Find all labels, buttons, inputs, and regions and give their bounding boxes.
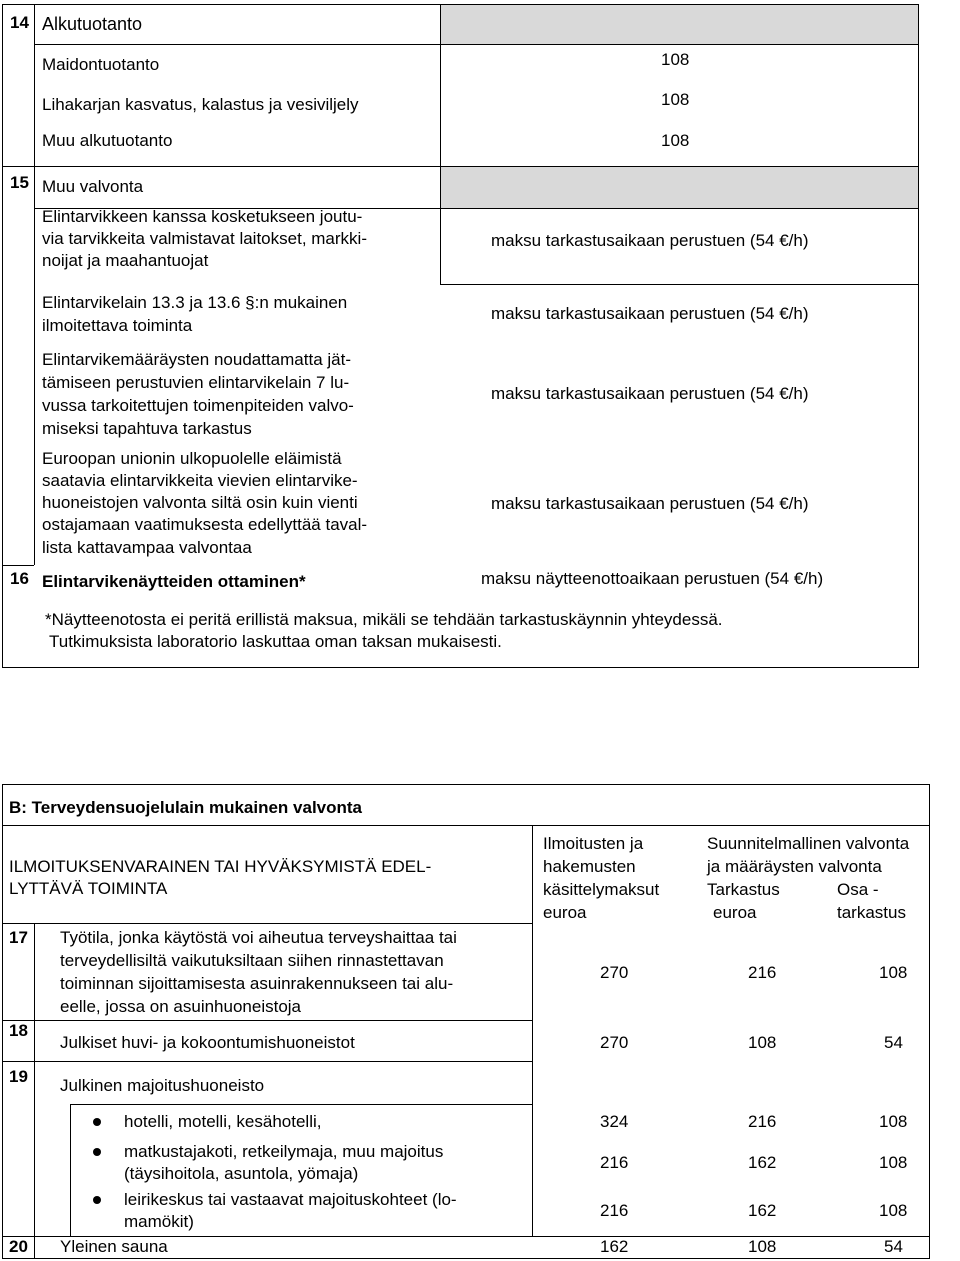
- subrow-v3: 108: [879, 1201, 908, 1220]
- subrow-v2: 216: [748, 1112, 777, 1131]
- section-15-number: 15: [10, 173, 29, 192]
- section-14-number: 14: [10, 13, 29, 32]
- header-shade-15: [440, 166, 918, 208]
- s14-row-label: Muu alkutuotanto: [42, 131, 173, 150]
- header-shade-14: [440, 4, 918, 44]
- row-17-v2: 216: [748, 963, 777, 982]
- row-19-number: 19: [9, 1067, 28, 1086]
- row-17-line: Työtila, jonka käytöstä voi aiheutua terveyshaittaa tai: [60, 928, 457, 947]
- row-19-label: Julkinen majoitushuoneisto: [60, 1076, 265, 1095]
- col2a-header: Tarkastus: [707, 880, 780, 899]
- s15-item-line: via tarvikkeita valmistavat laitokset, markki-: [42, 229, 367, 248]
- subtitle-line: LYTTÄVÄ TOIMINTA: [9, 879, 168, 898]
- subrow-label: mamökit): [124, 1212, 194, 1231]
- bullet-icon: [93, 1148, 101, 1156]
- s15-item-line: noijat ja maahantuojat: [42, 251, 209, 270]
- row-20-v2: 108: [748, 1237, 777, 1256]
- subrow-v1: 216: [600, 1201, 629, 1220]
- col2b-header: tarkastus: [837, 903, 906, 922]
- s16-fee: maksu näytteenottoaikaan perustuen (54 €/h): [481, 569, 824, 588]
- subrow-label: (täysihoitola, asuntola, yömaja): [124, 1164, 359, 1183]
- s14-row-value: 108: [661, 90, 690, 109]
- row-17-number: 17: [9, 928, 28, 947]
- col2-header: Suunnitelmallinen valvonta: [707, 834, 910, 853]
- s14-row-value: 108: [661, 50, 690, 69]
- bullet-icon: [93, 1196, 101, 1204]
- subrow-v2: 162: [748, 1201, 777, 1220]
- section-b-title: B: Terveydensuojelulain mukainen valvonta: [9, 798, 363, 817]
- row-17-v3: 108: [879, 963, 908, 982]
- subrow-v3: 108: [879, 1153, 908, 1172]
- row-18-v3: 54: [884, 1033, 903, 1052]
- subtitle-line: ILMOITUKSENVARAINEN TAI HYVÄKSYMISTÄ EDEL-: [9, 857, 432, 876]
- row-20-v3: 54: [884, 1237, 903, 1256]
- col1-header: käsittelymaksut: [543, 880, 660, 899]
- s15-item-line: Euroopan unionin ulkopuolelle eläimistä: [42, 449, 342, 468]
- s15-item-line: Elintarvikelain 13.3 ja 13.6 §:n mukainen: [42, 293, 348, 312]
- s15-item-line: Elintarvikemääräysten noudattamatta jät-: [42, 350, 351, 369]
- row-17-v1: 270: [600, 963, 629, 982]
- row-20-number: 20: [9, 1237, 28, 1256]
- s15-item-line: lista kattavampaa valvontaa: [42, 538, 252, 557]
- bullet-icon: [93, 1118, 101, 1126]
- col2-header: ja määräysten valvonta: [707, 857, 882, 876]
- row-18-number: 18: [9, 1021, 28, 1040]
- col2b-header: Osa -: [837, 880, 879, 899]
- s15-item-line: vussa tarkoitettujen toimenpiteiden valvo-: [42, 396, 354, 415]
- s16-note: Tutkimuksista laboratorio laskuttaa oman taksan mukaisesti.: [49, 632, 502, 651]
- s15-item-line: huoneistojen valvonta siltä osin kuin vienti: [42, 493, 358, 512]
- s15-item-line: Elintarvikkeen kanssa kosketukseen joutu-: [42, 207, 363, 226]
- row-17-line: toiminnan sijoittamisesta asuinrakennukseen tai alu-: [60, 974, 454, 993]
- s14-row-label: Lihakarjan kasvatus, kalastus ja vesiviljely: [42, 95, 359, 114]
- subrow-v1: 324: [600, 1112, 629, 1131]
- col1-header: euroa: [543, 903, 587, 922]
- row-18-v2: 108: [748, 1033, 777, 1052]
- subrow-label: matkustajakoti, retkeilymaja, muu majoitus: [124, 1142, 444, 1161]
- s15-item-fee: maksu tarkastusaikaan perustuen (54 €/h): [491, 304, 809, 323]
- s15-item-line: tämiseen perustuvien elintarvikelain 7 lu-: [42, 373, 350, 392]
- s15-item-line: ostajamaan vaatimuksesta edellyttää taval-: [42, 515, 368, 534]
- s15-item-fee: maksu tarkastusaikaan perustuen (54 €/h): [491, 384, 809, 403]
- row-18-label: Julkiset huvi- ja kokoontumishuoneistot: [60, 1033, 355, 1052]
- col1-header: hakemusten: [543, 857, 636, 876]
- s15-item-line: saatavia elintarvikkeita vievien elintarvike-: [42, 471, 358, 490]
- subrow-v3: 108: [879, 1112, 908, 1131]
- subrow-label: hotelli, motelli, kesähotelli,: [124, 1112, 322, 1131]
- subrow-label: leirikeskus tai vastaavat majoituskohteet (lo-: [124, 1190, 457, 1209]
- row-20-v1: 162: [600, 1237, 629, 1256]
- col2a-header: euroa: [713, 903, 757, 922]
- subrow-v1: 216: [600, 1153, 629, 1172]
- s15-item-fee: maksu tarkastusaikaan perustuen (54 €/h): [491, 231, 809, 250]
- row-18-v1: 270: [600, 1033, 629, 1052]
- s15-item-line: miseksi tapahtuva tarkastus: [42, 419, 252, 438]
- section-15-title: Muu valvonta: [42, 177, 144, 196]
- section-16-number: 16: [10, 569, 29, 588]
- s15-item-line: ilmoitettava toiminta: [42, 316, 193, 335]
- row-20-label: Yleinen sauna: [60, 1237, 168, 1256]
- section-14-title: Alkutuotanto: [42, 14, 143, 34]
- s16-note: *Näytteenotosta ei peritä erillistä maksua, mikäli se tehdään tarkastuskäynnin yhteydessä.: [45, 610, 723, 629]
- s14-row-value: 108: [661, 131, 690, 150]
- row-17-line: terveydellisiltä vaikutuksiltaan siihen rinnastettavan: [60, 951, 444, 970]
- row-17-line: eelle, jossa on asuinhuoneistoja: [60, 997, 302, 1016]
- s14-row-label: Maidontuotanto: [42, 55, 160, 74]
- s15-item-fee: maksu tarkastusaikaan perustuen (54 €/h): [491, 494, 809, 513]
- col1-header: Ilmoitusten ja: [543, 834, 644, 853]
- section-16-title: Elintarvikenäytteiden ottaminen*: [42, 572, 306, 591]
- subrow-v2: 162: [748, 1153, 777, 1172]
